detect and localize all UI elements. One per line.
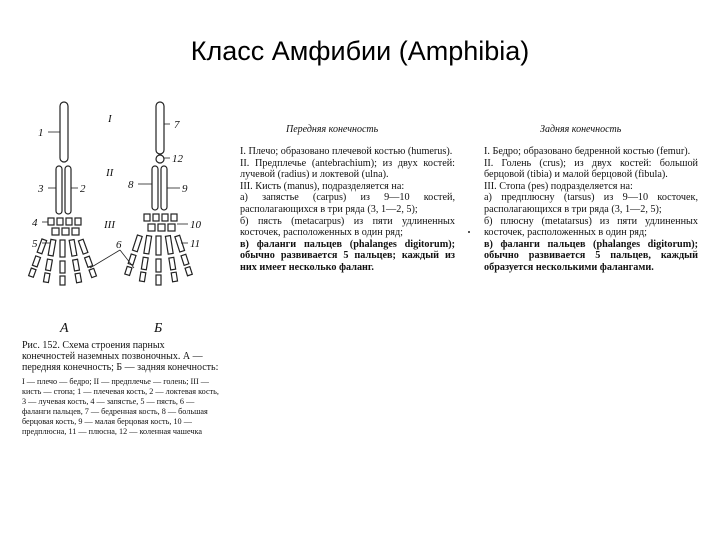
hind-limb-text xyxy=(484,146,698,274)
front-item: III. Кисть (manus), подразделяется на: xyxy=(240,180,405,192)
ulna-bone xyxy=(65,166,71,214)
label-8: 8 xyxy=(128,179,134,191)
humerus-bone xyxy=(60,102,68,162)
page-title: Класс Амфибии (Amphibia) xyxy=(190,36,530,66)
stray-dot xyxy=(468,231,470,233)
front-item: I. Плечо; образовано плечевой костью (humerus). xyxy=(240,146,453,157)
label-10: 10 xyxy=(190,219,201,231)
label-4: 4 xyxy=(32,217,38,229)
caption-legend: I — плечо — бедро; II — предплечье — голень; III — кисть — стопа; 1 — плечевая кость, 2 — локтевая кость, 3 — лучевая кость, 4 — запястье, 5 — пясть, 6 — фаланги пальцев, 7 — бедренная кость, 8 — большая берцовая кость, 9 — малая берцовая кость, 10 — предплюсна, 11 — плюсна, 12 — коленная чашечка xyxy=(22,377,219,436)
tibia-bone xyxy=(152,166,158,210)
fibula-bone xyxy=(161,166,167,210)
front-limb-heading: Передняя конечность xyxy=(286,124,379,135)
label-II: II xyxy=(106,167,114,179)
front-item: II. Предплечье (antebrachium); из двух костей: лучевой (radius) и локтевой (ulna). xyxy=(240,157,455,181)
label-9: 9 xyxy=(182,183,188,195)
patella xyxy=(156,155,164,163)
label-A: А xyxy=(60,321,69,336)
radius-bone xyxy=(56,166,62,214)
front-item: б) пясть (metacarpus) из пяти удлиненных косточек, расположенных в один ряд; xyxy=(240,215,455,239)
front-item: в) фаланги пальцев (phalanges digitorum); обычно развивается 5 пальцев; каждый из них имеет несколько фаланг. xyxy=(240,238,455,273)
label-I: I xyxy=(108,113,112,125)
hind-item: в) фаланги пальцев (phalanges digitorum); обычно развивается 5 пальцев, каждый образуется несколькими фалангами. xyxy=(484,238,698,273)
figure-caption xyxy=(22,340,220,437)
label-III: III xyxy=(104,219,115,231)
front-item: а) запястье (carpus) из 9—10 костей, располагающихся в три ряда (3, 1—2, 5); xyxy=(240,192,455,215)
hind-item: б) плюсну (metatarsus) из пяти удлиненных косточек, расположенных в один ряд; xyxy=(484,215,698,239)
hind-item: I. Бедро; образовано бедренной костью (femur). xyxy=(484,146,691,157)
label-2: 2 xyxy=(80,183,86,195)
hind-limb-heading: Задняя конечность xyxy=(540,124,622,135)
femur-bone xyxy=(156,102,164,154)
front-limb-text xyxy=(240,146,455,274)
label-11: 11 xyxy=(190,238,201,250)
label-B: Б xyxy=(154,321,163,336)
label-7: 7 xyxy=(174,119,180,131)
label-5: 5 xyxy=(32,238,38,250)
hind-item: III. Стопа (pes) подразделяется на: xyxy=(484,180,633,192)
hind-item: а) предплюсну (tarsus) из 9—10 косточек, располагающихся в три ряда (3, 1—2, 5); xyxy=(484,192,698,215)
limb-skeleton-figure xyxy=(14,100,224,340)
label-3: 3 xyxy=(38,183,44,195)
caption-main: Рис. 152. Схема строения парных конечностей наземных позвоночных. А — передняя конечность; Б — задняя конечность: xyxy=(22,340,219,373)
label-6: 6 xyxy=(116,239,122,251)
label-12: 12 xyxy=(172,153,183,165)
hind-item: II. Голень (crus); из двух костей: большой берцовой (tibia) и малой берцовой (fibula). xyxy=(484,157,698,181)
label-1: 1 xyxy=(38,127,44,139)
